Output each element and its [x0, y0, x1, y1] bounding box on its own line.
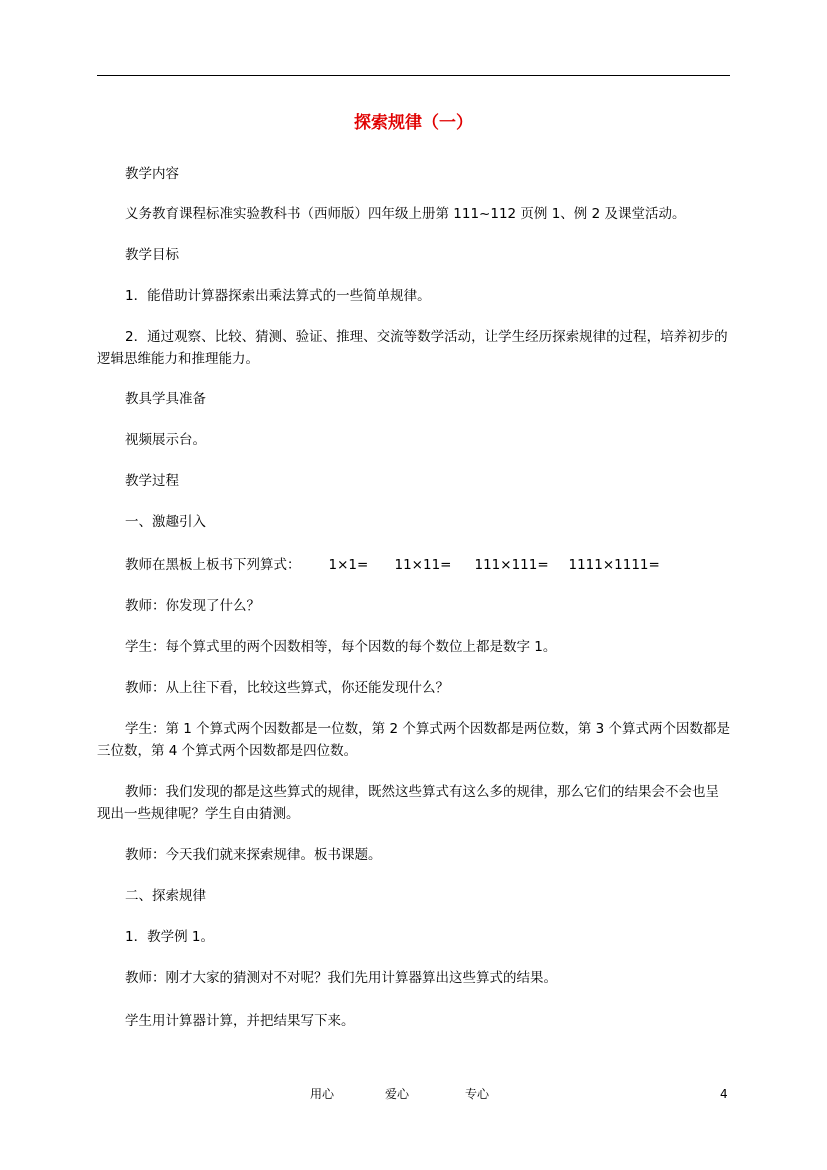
teacher-board-text: 教师在黑板上板书下列算式：	[125, 557, 301, 573]
dialogue-teacher-2: 教师：从上往下看，比较这些算式，你还能发现什么？	[125, 680, 449, 696]
teaching-content-text: 义务教育课程标准实验教科书（西师版）四年级上册第 111~112 页例 1、例 2 及课堂活动。	[125, 206, 686, 222]
equation-list	[301, 557, 660, 573]
dialogue-teacher-5: 教师：刚才大家的猜测对不对呢？我们先用计算器算出这些算式的结果。	[125, 970, 557, 986]
student-activity-text: 学生用计算器计算，并把结果写下来。	[125, 1013, 355, 1029]
dialogue-teacher-4: 教师：今天我们就来探索规律。板书课题。	[125, 847, 382, 863]
header-rule	[97, 75, 730, 76]
equation-3: 111×111=	[474, 557, 549, 573]
equation-1: 1×1=	[328, 557, 369, 573]
dialogue-teacher-1: 教师：你发现了什么？	[125, 598, 260, 614]
footer-item-2: 爱心	[385, 1087, 410, 1101]
equation-4: 1111×1111=	[568, 557, 660, 573]
equation-2: 11×11=	[394, 557, 452, 573]
dialogue-student-1: 学生：每个算式里的两个因数相等，每个因数的每个数位上都是数字 1。	[125, 639, 557, 655]
teacher-board-line	[97, 554, 730, 576]
heading-teaching-process: 教学过程	[125, 473, 179, 489]
dialogue-student-2: 学生：第 1 个算式两个因数都是一位数，第 2 个算式两个因数都是两位数，第 3 个算式两个因数都是三位数，第 4 个算式两个因数都是四位数。	[97, 721, 731, 759]
section-heading-intro: 一、激趣引入	[125, 514, 206, 530]
example-1-heading: 1．教学例 1。	[125, 929, 214, 945]
goal-item-2: 2．通过观察、比较、猜测、验证、推理、交流等数学活动，让学生经历探索规律的过程，培养初步的逻辑思维能力和推理能力。	[97, 329, 728, 367]
footer-item-1: 用心	[310, 1087, 335, 1101]
dialogue-teacher-3: 教师：我们发现的都是这些算式的规律，既然这些算式有这么多的规律，那么它们的结果会不会也呈现出一些规律呢？学生自由猜测。	[97, 784, 719, 822]
page-number: 4	[720, 1087, 728, 1101]
footer-item-3: 专心	[465, 1087, 490, 1101]
goal-item-1: 1．能借助计算器探索出乘法算式的一些简单规律。	[125, 288, 431, 304]
heading-materials: 教具学具准备	[125, 391, 206, 407]
materials-text: 视频展示台。	[125, 432, 206, 448]
heading-teaching-content: 教学内容	[125, 166, 179, 182]
section-heading-explore: 二、探索规律	[125, 888, 206, 904]
document-title: 探索规律（一）	[354, 113, 473, 133]
heading-teaching-goals: 教学目标	[125, 247, 179, 263]
